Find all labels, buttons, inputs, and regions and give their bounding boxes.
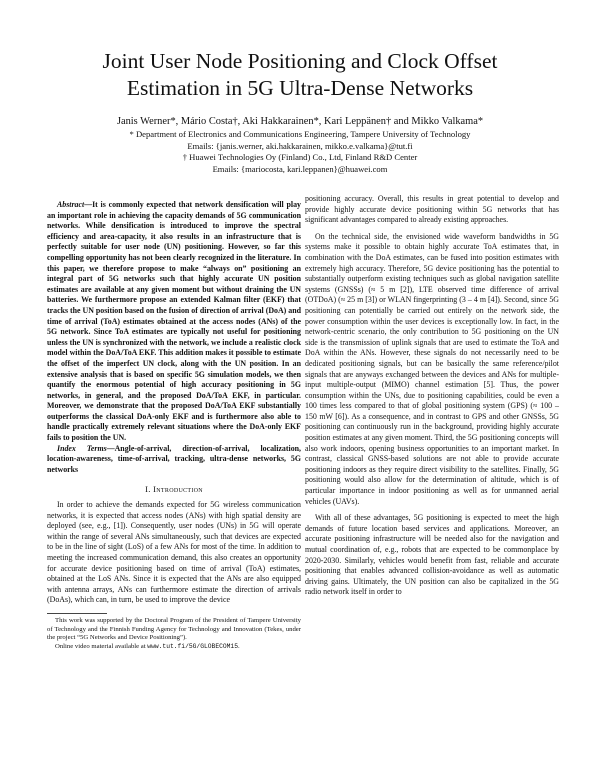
title-line-2: Estimation in 5G Ultra-Dense Networks — [126, 76, 474, 100]
footnote-divider — [47, 613, 107, 614]
right-column — [305, 194, 559, 598]
intro-paragraph-1: In order to achieve the demands expected for 5G wireless communication networks, it is expected that access nodes (ANs) with high spatial density are deployed (see, e.g., [1]). Consequently, user nodes (UNs) in 5G will operate within the range of several ANs simultaneously, such that devices are expected to be in the line of sight (LoS) of a few ANs for most of the time. In addition to meeting the increased communication demand, this also creates an opportunity for accurate device positioning based on time of arrival (ToA) estimates, obtained at the LoS ANs. Since it is expected that the ANs are also equipped with antenna arrays, ANs can furthermore estimate the direction of arrivals (DoAs), which can, in turn, be used to improve the device — [47, 500, 301, 605]
affiliations — [40, 129, 560, 175]
emails-tut: Emails: {janis.werner, aki.hakkarainen, mikko.e.valkama}@tut.fi — [187, 140, 413, 151]
affiliation-huawei: † Huawei Technologies Oy (Finland) Co., Ltd, Finland R&D Center — [182, 152, 418, 163]
section-heading-introduction — [47, 484, 301, 495]
abstract — [47, 200, 301, 444]
video-footnote-suffix: . — [238, 642, 240, 650]
video-url-link[interactable]: www.tut.fi/5G/GLOBECOM15 — [147, 642, 238, 650]
abstract-text: —It is commonly expected that network densification will play an important role in achieving the capacity demands of 5G communication networks. While densification is introduced to improve the spectral efficiency and area-capacity, it also results in an infrastructure that is perfectly suitable for user node (UN) positioning. However, so far this compelling opportunity has not been clearly recognized in the literature. In this paper, we therefore propose to make “always on” positioning an integral part of 5G networks such that highly accurate UN position estimates are available at any given moment but without draining the UN batteries. We furthermore propose an extended Kalman filter (EKF) that tracks the UN position based on the fusion of direction of arrival (DoA) and time of arrival (ToA) estimates obtained at the access nodes (ANs) of the 5G network. Since ToA estimates are typically not useful for positioning unless the UN is synchronized with the network, we include a realistic clock model within the DoA/ToA EKF. This addition makes it possible to estimate the offset of the imperfect UN clock, along with the UN position. In an extensive analysis that is based on specific 5G simulation models, we then quantify the enormous potential of high accuracy positioning in 5G networks, in general, and the proposed DoA/ToA EKF, in particular. Moreover, we demonstrate that the proposed DoA/ToA EKF substantially outperforms the classical DoA-only EKF and is furthermore also able to handle practically extremely relevant situations where the DoA-only EKF fails to position the UN. — [47, 200, 301, 443]
intro-paragraph-2: positioning accuracy. Overall, this results in great potential to develop and provide highly accurate device positioning within 5G networks that has significant advantages compared to already existing approaches. — [305, 194, 559, 225]
video-footnote — [47, 643, 301, 652]
left-column — [47, 200, 301, 651]
index-terms-label: Index Terms — [57, 443, 107, 453]
title-line-1: Joint User Node Positioning and Clock Offset — [102, 49, 498, 73]
section-title: Introduction — [153, 484, 203, 495]
index-terms — [47, 444, 301, 476]
video-footnote-prefix: Online video material available at — [55, 642, 148, 650]
emails-huawei: Emails: {mariocosta, kari.leppanen}@huawei.com — [212, 163, 388, 174]
abstract-label: Abstract — [57, 200, 85, 209]
paper-title — [40, 48, 560, 102]
index-terms-text: —Angle-of-arrival, direction-of-arrival, localization, location-awareness, time-of-arrival, tracking, ultra-dense networks, 5G networks — [47, 443, 301, 474]
funding-footnote: This work was supported by the Doctoral Program of the President of Tampere University of Technology and the Finnish Funding Agency for Technology and Innovation (Tekes, under the project “5G Networks and Device Positioning”). — [47, 616, 301, 642]
intro-paragraph-3: On the technical side, the envisioned wide waveform bandwidths in 5G systems make it possible to obtain highly accurate ToA estimates that, in combination with the DoA estimates, can be fused into position estimates with extremely high accuracy. Therefore, 5G device positioning has the potential to substantially outperform existing techniques such as global navigation satellite systems (GNSSs) (≈ 5 m [2]), LTE observed time difference of arrival (OTDoA) (≈ 25 m [3]) or WLAN fingerprinting (3 – 4 m [4]). Second, since 5G positioning can potentially be carried out entirely on the network side, the power consumption within the user devices is exceptionally low. In fact, in the network-centric scenario, the only contribution to 5G positioning on the UN side is the transmission of uplink signals that are used to estimate the ToA and DoA within the ANs. However, these signals do not necessarily need to be dedicated positioning signals, but can be basically the same reference/pilot signals that are anyways exchanged between the devices and ANs for multiple-input multiple-output (MIMO) channel estimation [5]. Thus, the power consumption within the UNs, due to positioning capabilities, could be even a 100 times less compared to that of global positioning system (GPS) (≈ 100 – 150 mW [6]). As a consequence, and in contrast to GPS and other GNSSs, 5G positioning can continuously run in the background, providing highly accurate position estimates at any given moment. Third, the 5G positioning concepts will also work indoors, opening business opportunities to an important market. In contrast, classical GNSS-based solutions are not able to provide accurate positioning indoors as they require direct visibility to the satellites. Finally, 5G positioning would also allow for the determination of altitude, which is of particular importance in indoor positioning as well as for unmanned aerial vehicles (UAVs). — [305, 231, 559, 506]
affiliation-tut: * Department of Electronics and Communications Engineering, Tampere University of Technology — [129, 129, 471, 139]
intro-paragraph-4: With all of these advantages, 5G positioning is expected to meet the high demands of future location based services and applications. Moreover, an accurate positioning infrastructure will be needed also for the navigation and mutual coordination of, e.g., robots that are expected to be commonplace by 2020-2030. Similarly, vehicles would benefit from fast, reliable and accurate positioning that enables advanced collision-avoidance as well as automatic driving gains. Ultimately, the UN position can also be capitalized in the 5G radio network itself in order to — [305, 513, 559, 597]
section-number: I. — [145, 484, 151, 495]
author-list: Janis Werner*, Mário Costa†, Aki Hakkarainen*, Kari Leppänen† and Mikko Valkama* — [116, 116, 484, 127]
